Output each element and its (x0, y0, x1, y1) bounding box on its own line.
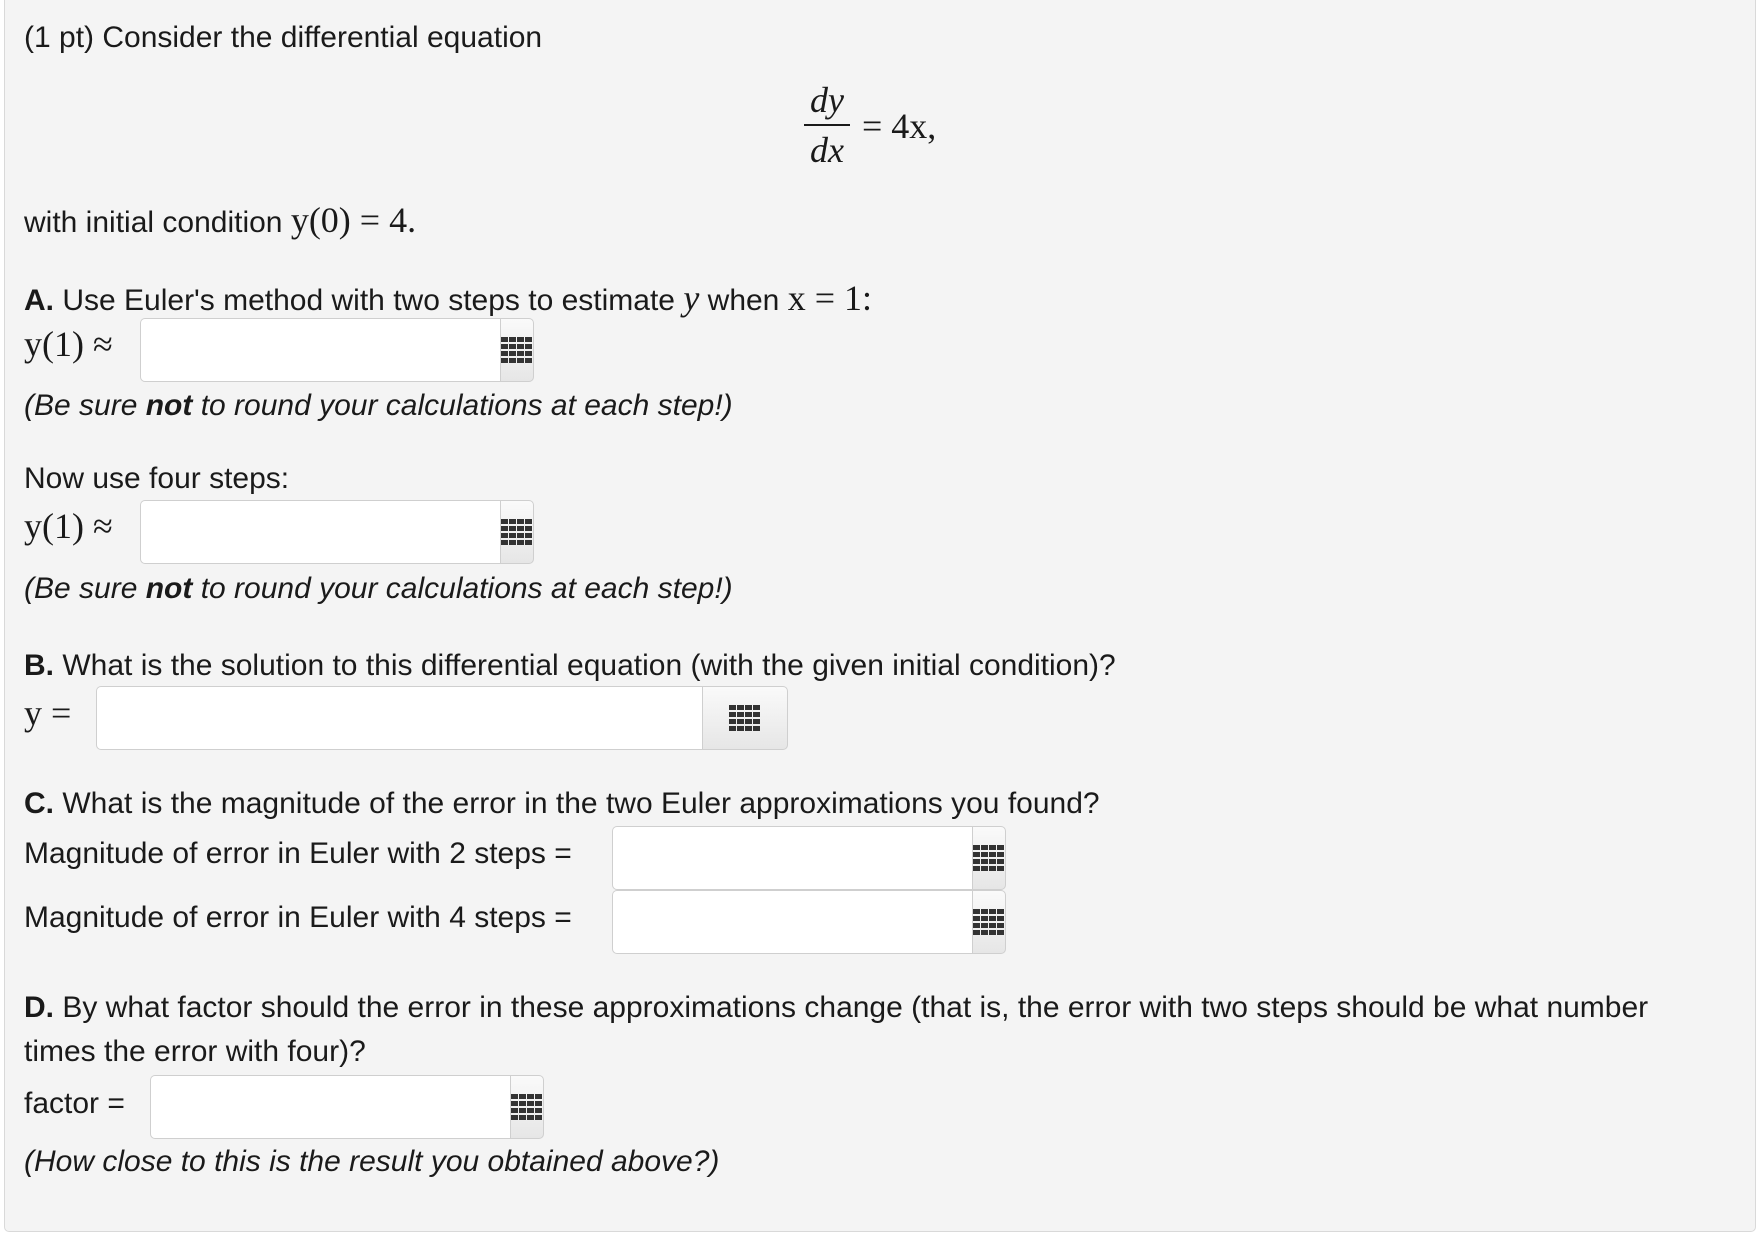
matrix-button[interactable] (972, 890, 1006, 954)
matrix-grid-icon (511, 1094, 543, 1120)
part-d-answer (150, 1075, 438, 1139)
initial-condition-math: y(0) = 4. (290, 200, 417, 240)
matrix-button[interactable] (500, 318, 534, 382)
part-b-answer (96, 686, 788, 750)
part-b-label: B. (24, 649, 54, 682)
part-a-row2-label: y(1) ≈ (24, 506, 113, 546)
error-two-steps-input[interactable] (612, 826, 972, 890)
matrix-grid-icon (729, 705, 761, 731)
factor-input[interactable] (150, 1075, 510, 1139)
matrix-button[interactable] (500, 500, 534, 564)
note-suffix: to round your calculations at each step!) (192, 572, 733, 605)
part-b-text: What is the solution to this differential equation (with the given initial condition)? (54, 649, 1116, 682)
matrix-button[interactable] (510, 1075, 544, 1139)
part-b-solution-input[interactable] (96, 686, 702, 750)
fraction-bar (804, 124, 850, 126)
note-prefix: (Be sure (24, 389, 146, 422)
equation-rhs: = 4x, (862, 106, 937, 146)
part-a-when: when (699, 284, 788, 317)
part-c-four-steps-answer (612, 890, 984, 954)
part-a-four-steps-answer (140, 500, 430, 564)
part-c-row2-label: Magnitude of error in Euler with 4 steps = (24, 901, 572, 934)
problem-intro: (1 pt) Consider the differential equation (24, 21, 543, 54)
part-a-text: Use Euler's method with two steps to estimate (54, 284, 684, 317)
part-d-question-line1 (24, 990, 1648, 1026)
part-c-question (24, 786, 1100, 822)
part-d-note: (How close to this is the result you obtained above?) (24, 1145, 720, 1178)
part-a-note-2 (24, 571, 733, 607)
part-a-condition: x = 1: (787, 278, 873, 318)
part-a-row1-label: y(1) ≈ (24, 324, 113, 364)
part-a-two-steps-answer (140, 318, 430, 382)
part-b-row-label: y = (24, 693, 72, 733)
matrix-grid-icon (973, 845, 1005, 871)
part-c-two-steps-answer (612, 826, 984, 890)
part-d-row-label: factor = (24, 1087, 125, 1120)
part-a-four-steps-input[interactable] (140, 500, 500, 564)
part-a-two-steps-input[interactable] (140, 318, 500, 382)
matrix-grid-icon (501, 519, 533, 545)
equation-denominator: dx (810, 130, 844, 170)
note-prefix: (Be sure (24, 572, 146, 605)
part-a-note-1 (24, 388, 733, 424)
part-a-var-y: y (683, 278, 700, 318)
equation-numerator: dy (810, 80, 844, 120)
error-four-steps-input[interactable] (612, 890, 972, 954)
four-steps-label: Now use four steps: (24, 462, 290, 495)
part-c-row1-label: Magnitude of error in Euler with 2 steps = (24, 837, 572, 870)
matrix-grid-icon (973, 909, 1005, 935)
part-a-label: A. (24, 284, 54, 317)
part-c-text: What is the magnitude of the error in the two Euler approximations you found? (54, 787, 1100, 820)
part-b-question (24, 648, 1116, 684)
note-bold: not (145, 572, 193, 605)
part-d-question-line2: times the error with four)? (24, 1035, 366, 1068)
matrix-grid-icon (501, 337, 533, 363)
initial-condition-text: with initial condition (24, 206, 291, 239)
part-d-label: D. (24, 991, 54, 1024)
equation-fraction (802, 80, 852, 170)
part-d-line1: By what factor should the error in these approximations change (that is, the error with two steps should be what number (54, 991, 1649, 1024)
note-bold: not (145, 389, 193, 422)
note-suffix: to round your calculations at each step!) (192, 389, 733, 422)
initial-condition (24, 202, 416, 241)
matrix-button[interactable] (702, 686, 788, 750)
part-c-label: C. (24, 787, 54, 820)
part-a-question (24, 280, 872, 319)
matrix-button[interactable] (972, 826, 1006, 890)
